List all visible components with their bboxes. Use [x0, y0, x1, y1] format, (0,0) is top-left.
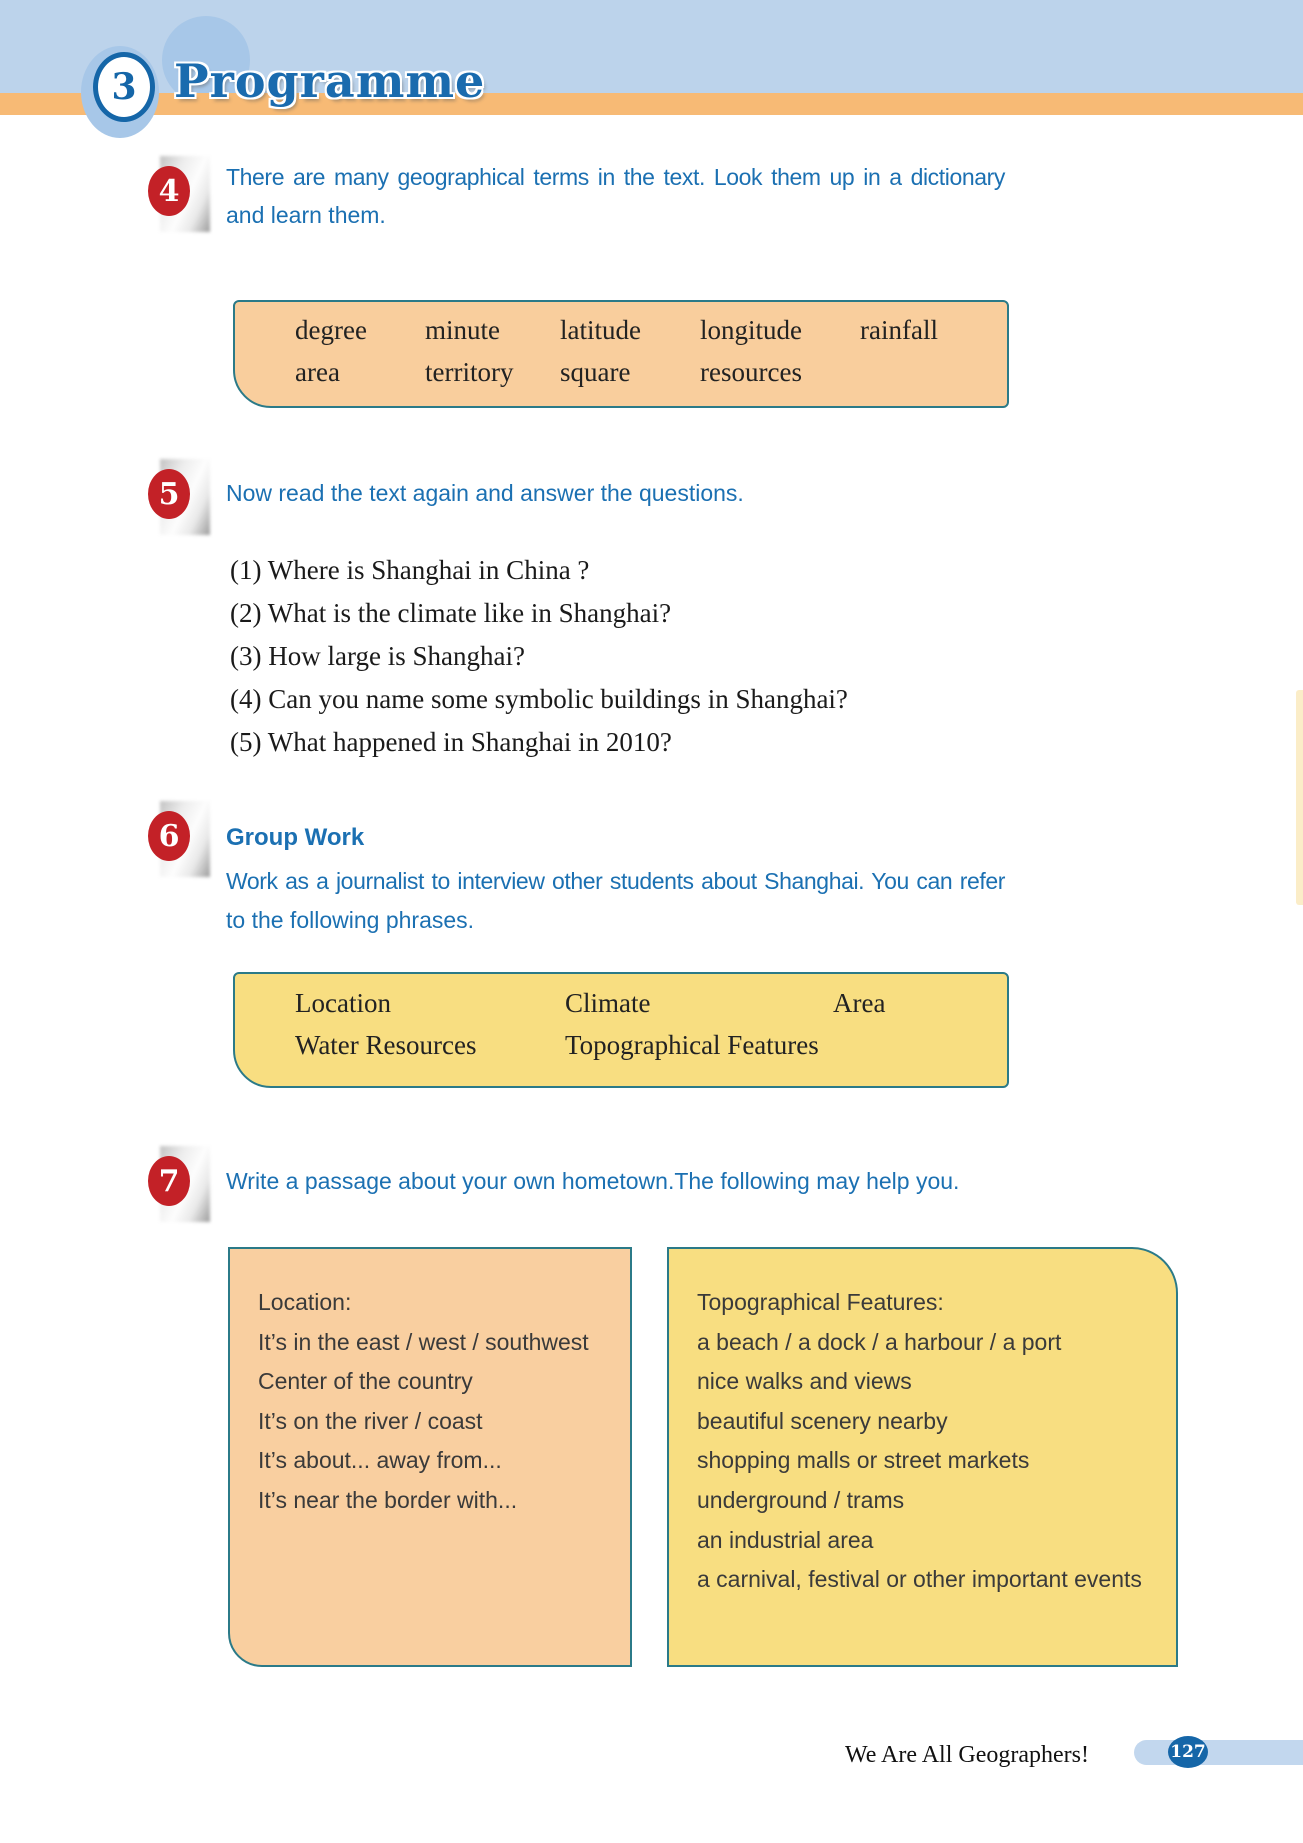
- instruction-line: to the following phrases.: [226, 907, 475, 933]
- exercise-6-badge: [148, 799, 214, 881]
- question-item: (4) Can you name some symbolic buildings in Shanghai?: [230, 684, 848, 714]
- page-title: Programme: [174, 54, 486, 108]
- word-item: longitude: [700, 315, 802, 345]
- hint-line: It’s in the east / west / southwest: [258, 1328, 589, 1355]
- hint-line: nice walks and views: [697, 1368, 912, 1395]
- hint-line: It’s about... away from...: [258, 1447, 502, 1474]
- hint-line: a carnival, festival or other important events: [697, 1566, 1142, 1593]
- hint-line: shopping malls or street markets: [697, 1447, 1030, 1474]
- exercise-4-number: 4: [148, 166, 190, 216]
- instruction-line: Work as a journalist to interview other students about Shanghai. You can refer: [226, 868, 1005, 894]
- phrase-row: [235, 988, 1007, 1022]
- phrase-item: Climate: [565, 988, 651, 1018]
- word-bank-row: [235, 315, 1007, 349]
- word-item: degree: [295, 315, 367, 345]
- hint-line: an industrial area: [697, 1526, 874, 1553]
- word-bank-row: [235, 357, 1007, 391]
- exercise-5-badge: [148, 457, 214, 539]
- hint-line: It’s near the border with...: [258, 1486, 518, 1513]
- phrase-item: Area: [833, 988, 886, 1018]
- question-item: (3) How large is Shanghai?: [230, 641, 525, 671]
- exercise-4-instruction: [226, 158, 1005, 234]
- hint-line: It’s on the river / coast: [258, 1407, 483, 1434]
- hint-box-location-content: [230, 1283, 628, 1521]
- questions-list: [230, 549, 848, 764]
- unit-number: 3: [111, 66, 137, 108]
- hint-box-title: Location:: [258, 1289, 352, 1315]
- hint-box-topographical: [667, 1247, 1178, 1667]
- hint-line: Center of the country: [258, 1368, 473, 1395]
- phrase-item: Location: [295, 988, 391, 1018]
- word-item: minute: [425, 315, 500, 345]
- unit-number-badge: [93, 52, 155, 122]
- page-number: 127: [1170, 1742, 1206, 1762]
- exercise-5-number: 5: [148, 469, 190, 519]
- footer-pill: [1134, 1740, 1303, 1765]
- instruction-line: and learn them.: [226, 202, 386, 228]
- word-item: area: [295, 357, 340, 387]
- exercise-7-instruction: Write a passage about your own hometown.The following may help you.: [226, 1168, 960, 1194]
- exercise-4-badge: [148, 154, 214, 236]
- exercise-6-number: 6: [148, 811, 190, 861]
- word-item: territory: [425, 357, 514, 387]
- hint-line: a beach / a dock / a harbour / a port: [697, 1328, 1062, 1355]
- phrase-row: [235, 1030, 1007, 1064]
- hint-line: underground / trams: [697, 1486, 905, 1513]
- instruction-line: There are many geographical terms in the text. Look them up in a dictionary: [226, 164, 1005, 190]
- hint-box-topographical-content: [669, 1283, 1174, 1600]
- hint-line: beautiful scenery nearby: [697, 1407, 948, 1434]
- word-item: resources: [700, 357, 802, 387]
- exercise-7-number: 7: [148, 1156, 190, 1206]
- exercise-5-instruction: Now read the text again and answer the questions.: [226, 480, 744, 506]
- exercise-6-instruction: [226, 862, 1005, 940]
- page-number-badge: [1168, 1736, 1208, 1768]
- phrase-item: Topographical Features: [565, 1030, 819, 1060]
- word-item: square: [560, 357, 631, 387]
- group-work-title: Group Work: [226, 824, 365, 851]
- word-item: latitude: [560, 315, 641, 345]
- phrase-item: Water Resources: [295, 1030, 477, 1060]
- question-item: (2) What is the climate like in Shanghai?: [230, 598, 672, 628]
- exercise-7-badge: [148, 1144, 214, 1226]
- question-item: (5) What happened in Shanghai in 2010?: [230, 727, 672, 757]
- word-item: rainfall: [860, 315, 938, 345]
- page-edge-strip: [1296, 690, 1303, 905]
- hint-box-location: [228, 1247, 632, 1667]
- hint-box-title: Topographical Features:: [697, 1289, 944, 1315]
- question-item: (1) Where is Shanghai in China ?: [230, 555, 590, 585]
- phrase-box: [233, 972, 1009, 1088]
- word-bank-box: [233, 300, 1009, 408]
- footer-book-title: We Are All Geographers!: [845, 1742, 1089, 1768]
